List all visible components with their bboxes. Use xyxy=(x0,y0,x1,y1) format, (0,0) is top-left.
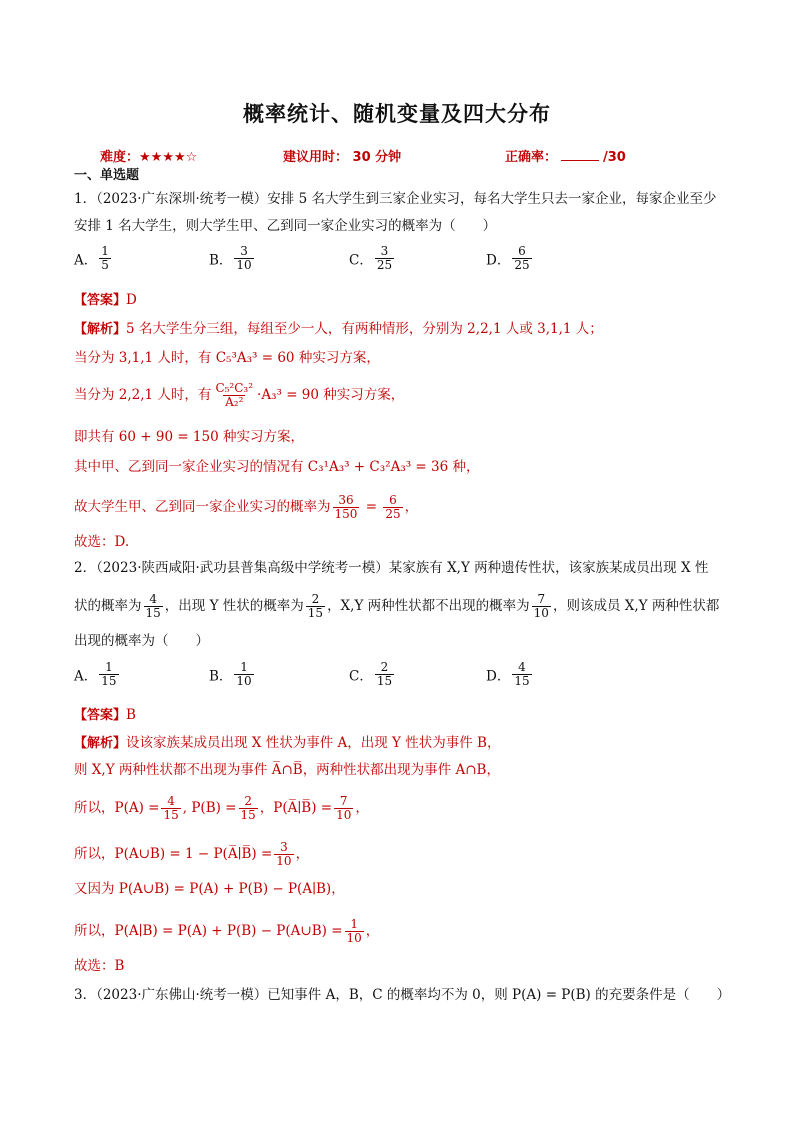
numerator: C₅²C₃² xyxy=(215,381,254,395)
denominator: 15 xyxy=(240,808,256,822)
analysis-text: , P(B) = xyxy=(182,800,237,816)
numerator: 1 xyxy=(101,244,109,258)
numerator: 2 xyxy=(311,592,320,606)
analysis-text: ，两种性状都出现为事件 A∩B， xyxy=(302,762,500,778)
denominator: 10 xyxy=(533,606,549,620)
difficulty-label: 难度： xyxy=(100,150,140,165)
q1-analysis-line7: 故选：D. xyxy=(74,534,130,550)
analysis-text: 当分为 2,2,1 人时，有 xyxy=(74,387,212,403)
analysis-text: ，P(A̅∣B̅) = xyxy=(259,800,333,816)
numerator: 7 xyxy=(537,592,546,606)
option-fraction xyxy=(375,661,394,688)
q1-analysis-line1 xyxy=(74,320,603,339)
q2-analysis-line2 xyxy=(74,761,500,779)
suggested-time xyxy=(283,146,401,165)
fraction xyxy=(532,593,551,620)
q2-analysis-line3: 所以，P(A) = $\frac{4}{15}$ , P(B) = $\frac{2}{15}$ ，P(A̅∣B̅) = $\frac{7}{10}$ ， xyxy=(74,794,369,822)
q2-option-a xyxy=(74,661,121,688)
fraction xyxy=(161,795,180,822)
time-value: 30 分钟 xyxy=(352,150,402,165)
stem-text: 状的概率为 xyxy=(74,598,142,614)
fraction xyxy=(333,494,360,521)
option-fraction xyxy=(234,245,253,272)
stem-text: ，出现 Y 性状的概率为 xyxy=(164,598,304,614)
denominator: 10 xyxy=(336,808,352,822)
q1-answer xyxy=(74,291,137,310)
answer-value: D xyxy=(126,292,137,308)
q2-option-d xyxy=(486,661,534,688)
option-letter: D． xyxy=(486,668,511,685)
option-letter: B． xyxy=(209,252,233,269)
stem-text: ，X,Y 两种性状都不出现的概率为 xyxy=(327,598,530,614)
accuracy xyxy=(505,146,626,165)
denominator: 25 xyxy=(514,258,530,272)
denominator: 25 xyxy=(376,258,393,272)
q2-stem-line3: 出现的概率为（ ） xyxy=(74,633,209,649)
option-letter: A． xyxy=(74,252,98,269)
numerator: 4 xyxy=(149,592,157,606)
answer-value: B xyxy=(126,707,136,723)
analysis-text: ·A₃³ = 90 种实习方案， xyxy=(257,387,405,403)
numerator: 1 xyxy=(240,660,248,674)
numerator: 7 xyxy=(339,794,348,808)
fraction xyxy=(334,795,353,822)
denominator: 15 xyxy=(101,674,117,688)
q1-analysis-line2: 当分为 3,1,1 人时，有 C₅³A₃³ = 60 种实习方案， xyxy=(74,350,380,366)
section-heading: 一、单选题 xyxy=(74,168,140,183)
q1-option-c xyxy=(349,245,396,272)
numerator: 2 xyxy=(380,660,389,674)
denominator: 10 xyxy=(236,674,252,688)
q2-option-c xyxy=(349,661,396,688)
denominator: 15 xyxy=(514,674,530,688)
time-label: 建议用时： xyxy=(283,150,349,165)
event-expression: A̅∩B̅ xyxy=(271,762,303,778)
analysis-text: 所以，P(A∣B) = P(A) + P(B) − P(A∪B) = xyxy=(74,923,343,939)
denominator: 15 xyxy=(145,606,161,620)
option-fraction xyxy=(375,245,394,272)
option-letter: A． xyxy=(74,668,98,685)
fraction xyxy=(274,841,293,868)
q2-analysis-line6: 所以，P(A∣B) = P(A) + P(B) − P(A∪B) = $\frac{1}{10}$ ， xyxy=(74,917,380,945)
option-letter: B． xyxy=(209,668,233,685)
denominator: 10 xyxy=(236,258,252,272)
q1-option-b xyxy=(209,245,256,272)
stem-text: ，则该成员 X,Y 两种性状都 xyxy=(552,598,720,614)
q2-answer xyxy=(74,706,136,725)
numerator: 3 xyxy=(240,244,248,258)
analysis-text: 所以，P(A) = xyxy=(74,800,160,816)
option-letter: D． xyxy=(486,252,511,269)
analysis-text: 故大学生甲、乙到同一家企业实习的概率为 xyxy=(74,499,331,515)
denominator: 10 xyxy=(346,931,362,945)
q1-stem-line2: 安排 1 名大学生，则大学生甲、乙到同一家企业实习的概率为（ ） xyxy=(74,218,497,234)
page-title: 概率统计、随机变量及四大分布 xyxy=(243,102,551,126)
q1-analysis-line4: 即共有 60 + 90 = 150 种实习方案， xyxy=(74,429,304,445)
accuracy-total: /30 xyxy=(603,150,626,165)
answer-tag: 【答案】 xyxy=(74,293,127,308)
analysis-text: 设该家族某成员出现 X 性状为事件 A，出现 Y 性状为事件 B， xyxy=(126,735,501,751)
q1-option-d xyxy=(486,245,534,272)
numerator: 1 xyxy=(105,660,113,674)
denominator: 5 xyxy=(101,258,109,272)
q3-stem-line1: 3．（2023·广东佛山·统考一模）已知事件 A，B，C 的概率均不为 0，则 P(A) = P(B) 的充要条件是（ ） xyxy=(74,987,731,1003)
numerator: 4 xyxy=(518,660,526,674)
option-fraction xyxy=(512,661,531,688)
q2-analysis-line1 xyxy=(74,734,500,753)
difficulty xyxy=(100,146,197,165)
numerator: 3 xyxy=(380,244,389,258)
accuracy-blank xyxy=(561,148,599,161)
denominator: 10 xyxy=(276,854,292,868)
q2-option-b xyxy=(209,661,256,688)
fraction xyxy=(306,593,325,620)
answer-tag: 【答案】 xyxy=(74,708,127,723)
numerator: 36 xyxy=(338,493,354,507)
q2-analysis-line7: 故选：B xyxy=(74,958,125,974)
denominator: 25 xyxy=(385,507,401,521)
q1-option-a xyxy=(74,245,113,272)
option-fraction xyxy=(99,661,118,688)
denominator: 15 xyxy=(376,674,393,688)
fraction xyxy=(345,918,364,945)
q2-stem-line1: 2．（2023·陕西咸阳·武功县普集高级中学统考一模）某家族有 X,Y 两种遗传性状，该家族某成员出现 X 性 xyxy=(74,560,709,576)
q2-stem-line2 xyxy=(74,593,719,620)
q1-analysis-line3 xyxy=(74,382,404,409)
analysis-tag: 【解析】 xyxy=(74,736,127,751)
difficulty-stars: ★★★★☆ xyxy=(139,150,198,165)
option-fraction xyxy=(234,661,253,688)
analysis-text: 5 名大学生分三组，每组至少一人，有两种情形，分别为 2,2,1 人或 3,1,1 人； xyxy=(126,321,603,337)
analysis-tag: 【解析】 xyxy=(74,322,127,337)
numerator: 4 xyxy=(167,794,175,808)
q1-stem-line1: 1．（2023·广东深圳·统考一模）安排 5 名大学生到三家企业实习，每名大学生只去一家企业，每家企业至少 xyxy=(74,191,717,207)
numerator: 3 xyxy=(280,840,288,854)
numerator: 1 xyxy=(350,917,358,931)
q1-analysis-line5: 其中甲、乙到同一家企业实习的情况有 C₃¹A₃³ + C₃²A₃³ = 36 种， xyxy=(74,459,480,475)
option-letter: C． xyxy=(349,252,373,269)
fraction xyxy=(213,382,255,409)
numerator: 6 xyxy=(389,493,397,507)
denominator: 15 xyxy=(307,606,324,620)
analysis-text: 则 X,Y 两种性状都不出现为事件 xyxy=(74,762,272,778)
q2-analysis-line4: 所以，P(A∪B) = 1 − P(A̅∣B̅) = $\frac{3}{10}$ ， xyxy=(74,840,310,868)
option-letter: C． xyxy=(349,668,373,685)
option-fraction xyxy=(512,245,531,272)
q2-analysis-line5: 又因为 P(A∪B) = P(A) + P(B) − P(A∣B)， xyxy=(74,881,345,897)
q1-analysis-line6: 故大学生甲、乙到同一家企业实习的概率为 $\frac{36}{150}$ = $\frac{6}{25}$ ， xyxy=(74,493,419,521)
option-fraction xyxy=(99,245,111,272)
fraction xyxy=(383,494,402,521)
fraction xyxy=(144,593,163,620)
analysis-text: 所以，P(A∪B) = 1 − P(A̅∣B̅) = xyxy=(74,846,273,862)
denominator: 150 xyxy=(334,507,358,521)
denominator: 15 xyxy=(163,808,179,822)
numerator: 2 xyxy=(244,794,252,808)
numerator: 6 xyxy=(518,244,526,258)
fraction xyxy=(239,795,258,822)
denominator: A₂² xyxy=(225,395,244,409)
accuracy-label: 正确率： xyxy=(505,150,558,165)
